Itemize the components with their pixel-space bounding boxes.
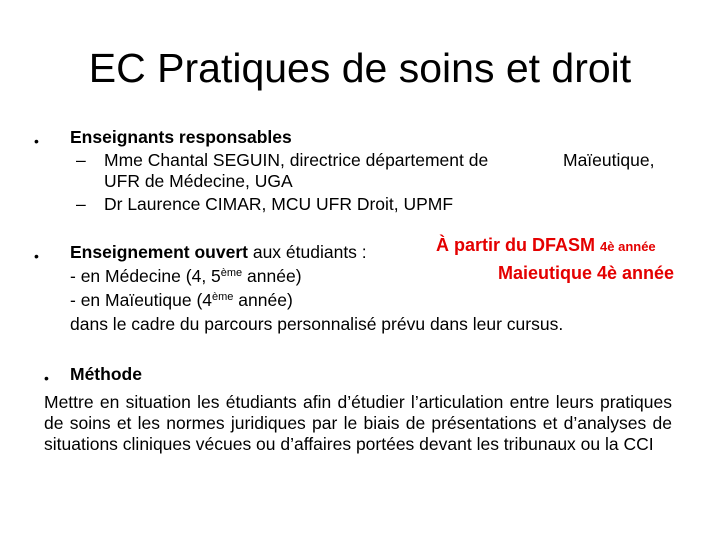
line-medecine-post: année) bbox=[242, 266, 302, 286]
dfasm-note-main: À partir du DFASM bbox=[436, 235, 601, 255]
dfasm-note-small: 4è année bbox=[600, 239, 656, 254]
page-title: EC Pratiques de soins et droit bbox=[88, 45, 632, 91]
dash-teacher2: – bbox=[76, 194, 86, 214]
teacher1-line2: UFR de Médecine, UGA bbox=[104, 171, 293, 191]
line-medecine-sup: ème bbox=[220, 267, 243, 279]
opening-heading-bold: Enseignement ouvert bbox=[70, 242, 248, 262]
line-medecine bbox=[70, 266, 302, 287]
method-heading: Méthode bbox=[70, 364, 142, 384]
bullet-method: • bbox=[44, 370, 49, 386]
teacher2-line: Dr Laurence CIMAR, MCU UFR Droit, UPMF bbox=[104, 194, 454, 214]
teacher1-line1-end: Maïeutique, bbox=[563, 150, 655, 170]
bullet-teachers: • bbox=[34, 133, 39, 149]
opening-heading bbox=[70, 242, 367, 263]
line-cadre: dans le cadre du parcours personnalisé prévu dans leur cursus. bbox=[70, 314, 564, 334]
line-maieutique bbox=[70, 290, 293, 311]
line-maieutique-pre: - en Maïeutique (4 bbox=[70, 290, 213, 310]
line-medecine-pre: - en Médecine (4, 5 bbox=[70, 266, 221, 286]
opening-heading-rest: aux étudiants : bbox=[247, 242, 367, 262]
line-maieutique-post: année) bbox=[233, 290, 293, 310]
line-maieutique-sup: ème bbox=[212, 291, 234, 303]
dash-teacher1: – bbox=[76, 150, 86, 170]
maieutique-note: Maieutique 4è année bbox=[498, 263, 675, 283]
bullet-opening: • bbox=[34, 248, 39, 264]
method-paragraph: Mettre en situation les étudiants afin d’étudier l’articulation entre leurs pratiques de soins et les normes juridiques par le biais de présentations et d’analyses de situations cliniques vécues ou d’affaires portées devant les tribunaux ou la CCI bbox=[44, 392, 672, 454]
teachers-heading: Enseignants responsables bbox=[70, 127, 292, 147]
dfasm-note bbox=[436, 235, 656, 257]
teacher1-line1: Mme Chantal SEGUIN, directrice département de bbox=[104, 150, 489, 170]
